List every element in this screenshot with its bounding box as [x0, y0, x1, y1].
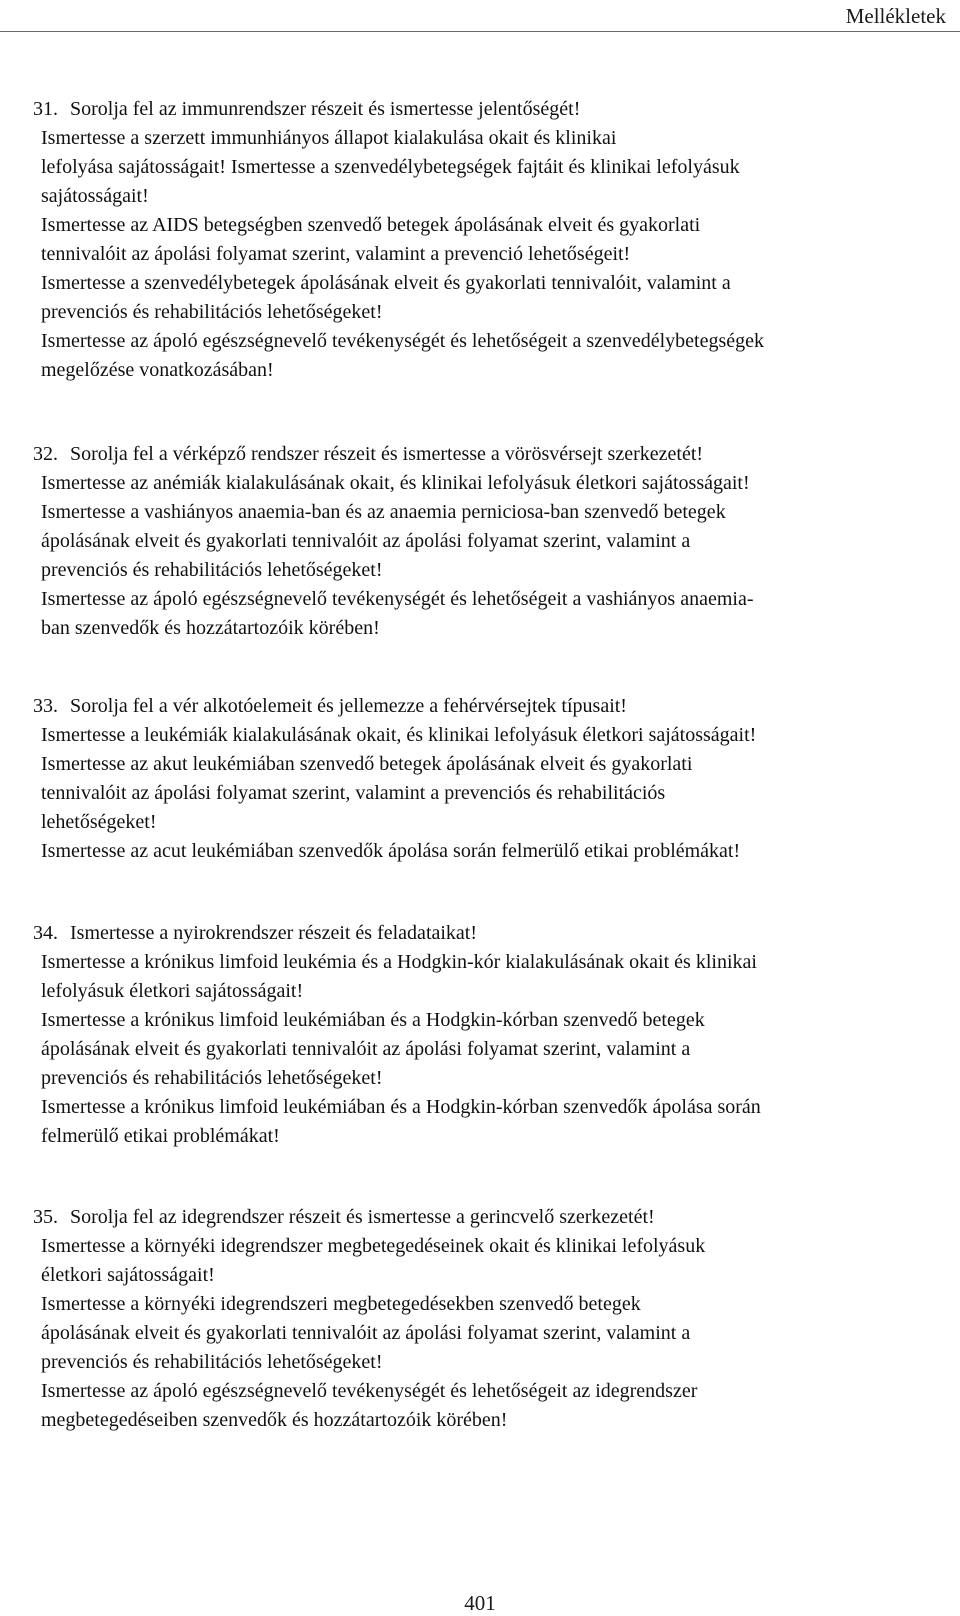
question-line: Ismertesse az AIDS betegségben szenvedő betegek ápolásának elveit és gyakorlati: [41, 214, 701, 236]
question-line: lehetőségeket!: [41, 811, 157, 833]
question-number: 33.: [33, 695, 58, 717]
question-line: prevenciós és rehabilitációs lehetőségeket!: [41, 559, 383, 581]
question-line: ápolásának elveit és gyakorlati tennivalóit az ápolási folyamat szerint, valamint a: [41, 1322, 691, 1344]
question-line: ápolásának elveit és gyakorlati tennivalóit az ápolási folyamat szerint, valamint a: [41, 530, 691, 552]
question-line: Ismertesse a környéki idegrendszeri megbetegedésekben szenvedő betegek: [41, 1293, 641, 1315]
question-line: felmerülő etikai problémákat!: [41, 1125, 280, 1147]
question-line: Ismertesse a vashiányos anaemia-ban és az anaemia perniciosa-ban szenvedő betegek: [41, 501, 726, 523]
question-line: Sorolja fel a vérképző rendszer részeit és ismertesse a vörösvérsejt szerkezetét!: [70, 443, 704, 465]
question-line: Sorolja fel az immunrendszer részeit és ismertesse jelentőségét!: [70, 98, 581, 120]
question-number: 34.: [33, 922, 58, 944]
question-line: tennivalóit az ápolási folyamat szerint, valamint a prevenciós és rehabilitációs: [41, 782, 666, 804]
question-line: Ismertesse a környéki idegrendszer megbetegedéseinek okait és klinikai lefolyásuk: [41, 1235, 706, 1257]
question-number: 31.: [33, 98, 58, 120]
question-number: 35.: [33, 1206, 58, 1228]
question-line: prevenciós és rehabilitációs lehetőségeket!: [41, 1351, 383, 1373]
question-line: Ismertesse az ápoló egészségnevelő tevékenységét és lehetőségeit a vashiányos anaemia-: [41, 588, 754, 610]
page-header-title: Mellékletek: [845, 4, 946, 28]
question-line: Ismertesse az akut leukémiában szenvedő betegek ápolásának elveit és gyakorlati: [41, 753, 693, 775]
question-line: Ismertesse a krónikus limfoid leukémia és a Hodgkin-kór kialakulásának okait és klinikai: [41, 951, 757, 973]
question-line: Ismertesse az acut leukémiában szenvedők ápolása során felmerülő etikai problémákat!: [41, 840, 741, 862]
question-line: Ismertesse a krónikus limfoid leukémiában és a Hodgkin-kórban szenvedő betegek: [41, 1009, 705, 1031]
question-line: tennivalóit az ápolási folyamat szerint, valamint a prevenció lehetőségeit!: [41, 243, 631, 265]
question-line: Ismertesse a szerzett immunhiányos állapot kialakulása okait és klinikai: [41, 127, 617, 149]
question-line: megbetegedéseiben szenvedők és hozzátartozóik körében!: [41, 1409, 508, 1431]
question-line: prevenciós és rehabilitációs lehetőségeket!: [41, 1067, 383, 1089]
question-line: Ismertesse a szenvedélybetegek ápolásának elveit és gyakorlati tennivalóit, valamint a: [41, 272, 731, 294]
question-line: életkori sajátosságait!: [41, 1264, 215, 1286]
question-line: Ismertesse az ápoló egészségnevelő tevékenységét és lehetőségeit a szenvedélybetegségek: [41, 330, 765, 352]
question-line: megelőzése vonatkozásában!: [41, 359, 274, 381]
page-number: 401: [464, 1591, 496, 1615]
question-line: Ismertesse a leukémiák kialakulásának okait, és klinikai lefolyásuk életkori sajátosságait!: [41, 724, 757, 746]
question-line: lefolyása sajátosságait! Ismertesse a szenvedélybetegségek fajtáit és klinikai lefolyásuk: [41, 156, 740, 178]
question-line: Ismertesse az ápoló egészségnevelő tevékenységét és lehetőségeit az idegrendszer: [41, 1380, 698, 1402]
question-line: lefolyásuk életkori sajátosságait!: [41, 980, 304, 1002]
question-line: prevenciós és rehabilitációs lehetőségeket!: [41, 301, 383, 323]
question-line: Sorolja fel a vér alkotóelemeit és jellemezze a fehérvérsejtek típusait!: [70, 695, 627, 717]
question-line: sajátosságait!: [41, 185, 149, 207]
question-number: 32.: [33, 443, 58, 465]
question-line: Ismertesse a krónikus limfoid leukémiában és a Hodgkin-kórban szenvedők ápolása során: [41, 1096, 761, 1118]
question-line: Sorolja fel az idegrendszer részeit és ismertesse a gerincvelő szerkezetét!: [70, 1206, 655, 1228]
question-line: Ismertesse az anémiák kialakulásának okait, és klinikai lefolyásuk életkori sajátosságait!: [41, 472, 750, 494]
question-line: Ismertesse a nyirokrendszer részeit és feladataikat!: [70, 922, 478, 944]
header-divider: [0, 31, 960, 32]
question-line: ban szenvedők és hozzátartozóik körében!: [41, 617, 380, 639]
question-line: ápolásának elveit és gyakorlati tennivalóit az ápolási folyamat szerint, valamint a: [41, 1038, 691, 1060]
